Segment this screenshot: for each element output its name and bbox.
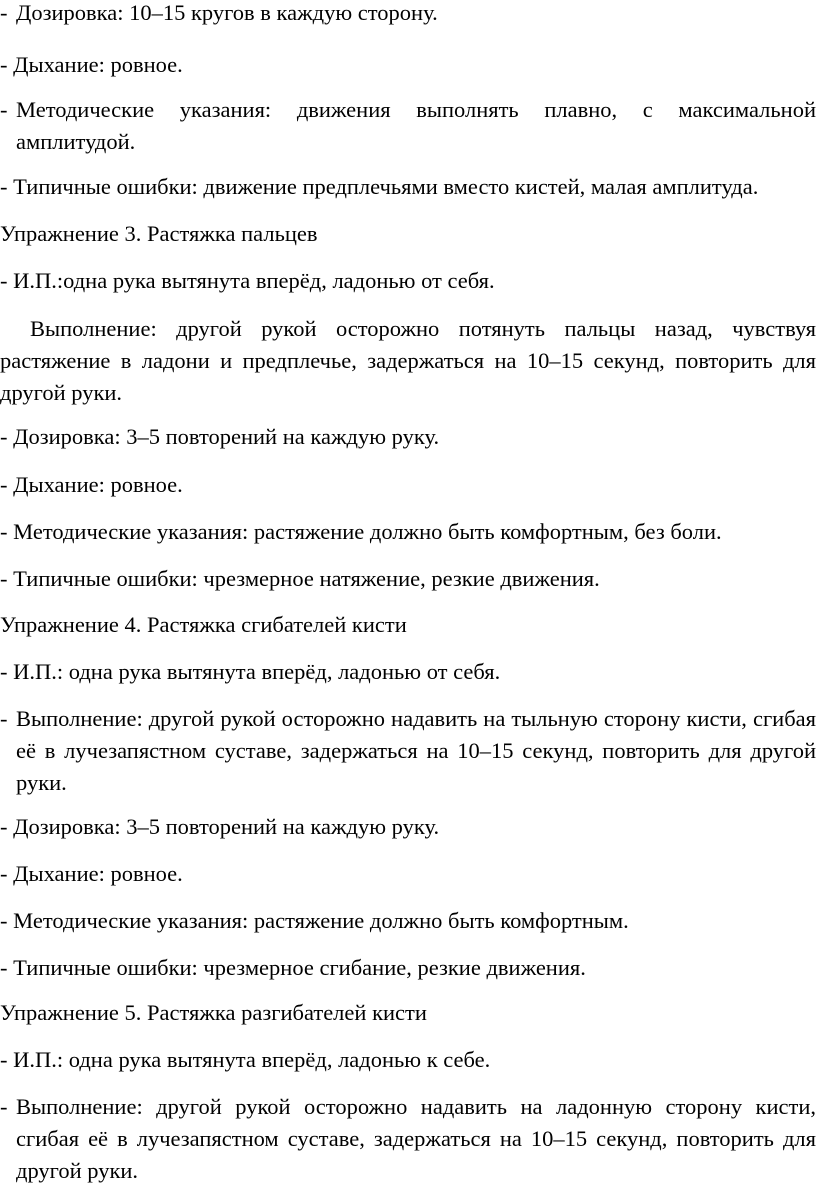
method-line [0,94,816,158]
exercise-4-dosage: - Дозировка: 3–5 повторений на каждую руку. [0,814,440,839]
list-dash: - [0,0,8,25]
list-dash: - [0,1094,8,1119]
breathing-line: - Дыхание: ровное. [0,52,183,77]
exercise-5-execution [0,1091,816,1187]
exercise-4-breathing: - Дыхание: ровное. [0,861,183,886]
method-text: Методические указания: движения выполнять плавно, с максимальной амплитудой. [16,97,816,154]
list-dash: - [0,706,8,731]
dosage-line [0,0,816,29]
exercise-4-execution-text: Выполнение: другой рукой осторожно надавить на тыльную сторону кисти, сгибая её в лучезапястном суставе, задержаться на 10–15 секунд, повторить для другой руки. [16,706,816,795]
exercise-5-title: Упражнение 5. Растяжка разгибателей кисти [0,1000,427,1025]
exercise-4-start-position: - И.П.: одна рука вытянута вперёд, ладонью от себя. [0,659,501,684]
exercise-3-errors: - Типичные ошибки: чрезмерное натяжение, резкие движения. [0,566,600,591]
exercise-3-title: Упражнение 3. Растяжка пальцев [0,221,318,246]
list-dash: - [0,97,8,122]
exercise-4-method: - Методические указания: растяжение должно быть комфортным. [0,908,629,933]
exercise-4-execution [0,703,816,799]
errors-line: - Типичные ошибки: движение предплечьями вместо кистей, малая амплитуда. [0,174,759,199]
exercise-3-dosage: - Дозировка: 3–5 повторений на каждую руку. [0,424,440,449]
exercise-3-method: - Методические указания: растяжение должно быть комфортным, без боли. [0,519,722,544]
exercise-3-execution: Выполнение: другой рукой осторожно потянуть пальцы назад, чувствуя растяжение в ладони и предплечье, задержаться на 10–15 секунд, повторить для другой руки. [0,316,816,405]
exercise-4-title: Упражнение 4. Растяжка сгибателей кисти [0,612,407,637]
dosage-text: Дозировка: 10–15 кругов в каждую сторону. [16,0,438,25]
exercise-5-execution-text: Выполнение: другой рукой осторожно надавить на ладонную сторону кисти, сгибая её в лучезапястном суставе, задержаться на 10–15 секунд, повторить для другой руки. [16,1094,816,1183]
exercise-3-start-position: - И.П.:одна рука вытянута вперёд, ладонью от себя. [0,268,495,293]
exercise-3-breathing: - Дыхание: ровное. [0,472,183,497]
exercise-5-start-position: - И.П.: одна рука вытянута вперёд, ладонью к себе. [0,1047,491,1072]
exercise-4-errors: - Типичные ошибки: чрезмерное сгибание, резкие движения. [0,955,586,980]
